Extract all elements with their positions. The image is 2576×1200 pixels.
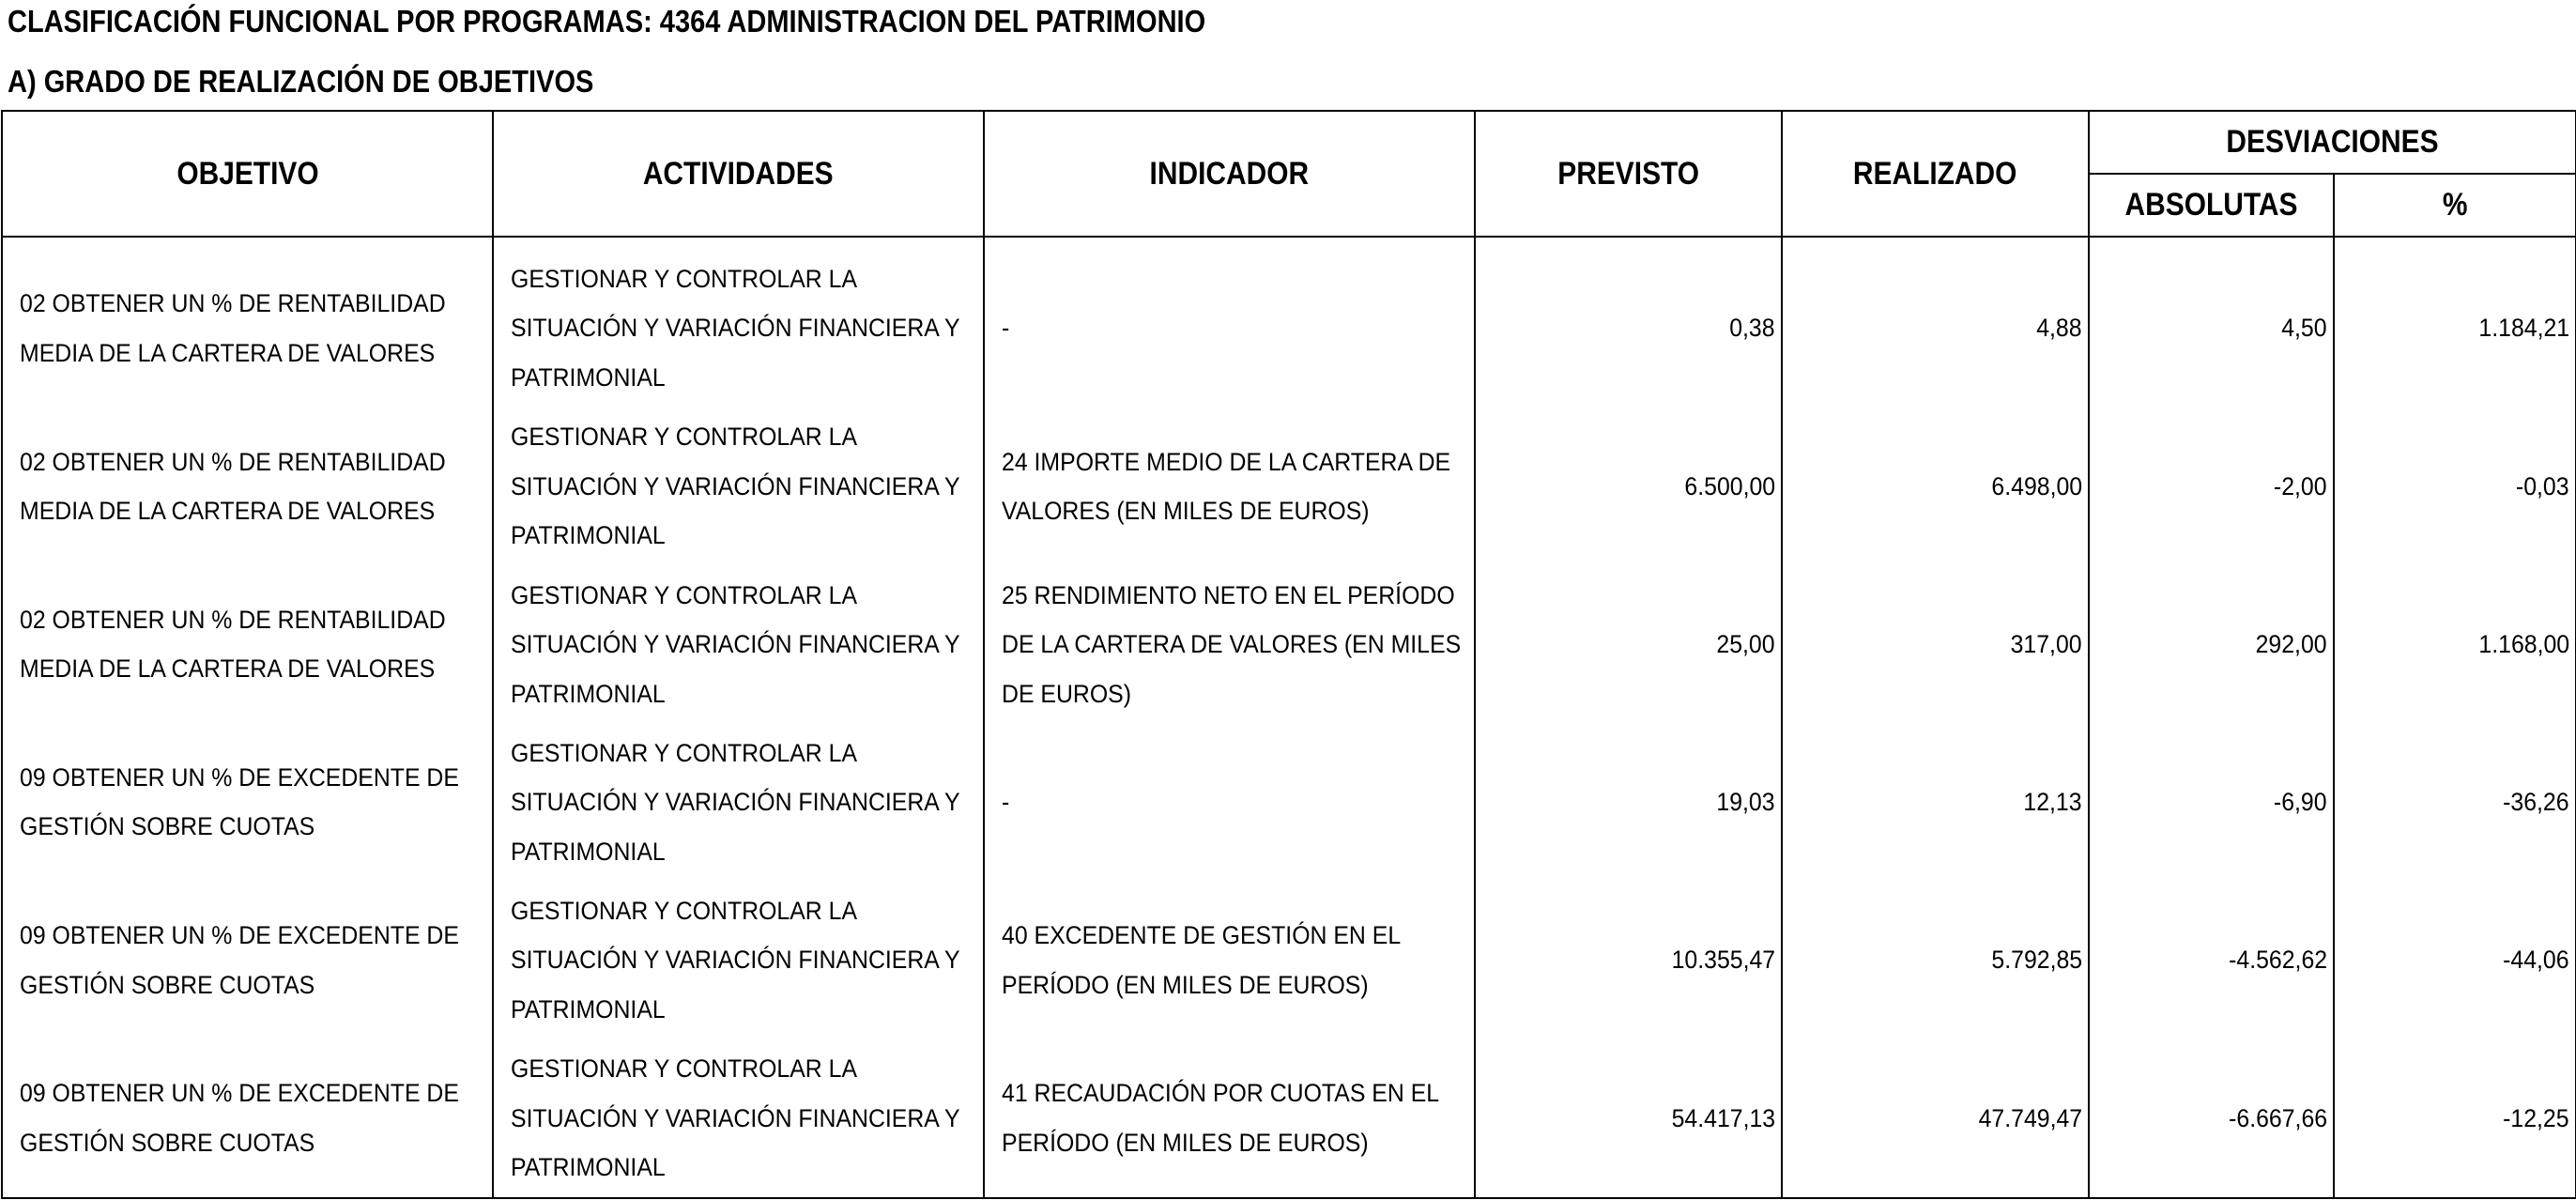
table-row [2,408,2576,565]
header-desviaciones: DESVIACIONES [2089,111,2576,174]
cell-absolutas: -6,90 [2089,723,2334,881]
cell-previsto: 19,03 [1475,723,1782,881]
table-body [2,237,2576,1198]
objectives-table [1,110,2576,1199]
cell-previsto: 0,38 [1475,237,1782,408]
cell-actividades: GESTIONAR Y CONTROLAR LA SITUACIÓN Y VARIACIÓN FINANCIERA Y PATRIMONIAL [493,882,984,1039]
cell-actividades: GESTIONAR Y CONTROLAR LA SITUACIÓN Y VARIACIÓN FINANCIERA Y PATRIMONIAL [493,565,984,723]
table-row [2,882,2576,1039]
cell-indicador: - [984,723,1475,881]
cell-previsto: 25,00 [1475,565,1782,723]
cell-indicador: 40 EXCEDENTE DE GESTIÓN EN EL PERÍODO (EN MILES DE EUROS) [984,882,1475,1039]
header-actividades: ACTIVIDADES [493,111,984,237]
cell-actividades: GESTIONAR Y CONTROLAR LA SITUACIÓN Y VARIACIÓN FINANCIERA Y PATRIMONIAL [493,1039,984,1198]
cell-objetivo: 02 OBTENER UN % DE RENTABILIDAD MEDIA DE LA CARTERA DE VALORES [2,565,493,723]
cell-porcentaje: -44,06 [2334,882,2576,1039]
cell-objetivo: 02 OBTENER UN % DE RENTABILIDAD MEDIA DE LA CARTERA DE VALORES [2,237,493,408]
cell-realizado: 6.498,00 [1782,408,2089,565]
table-row [2,565,2576,723]
cell-porcentaje: -0,03 [2334,408,2576,565]
cell-previsto: 54.417,13 [1475,1039,1782,1198]
cell-realizado: 12,13 [1782,723,2089,881]
cell-absolutas: -6.667,66 [2089,1039,2334,1198]
cell-realizado: 5.792,85 [1782,882,2089,1039]
cell-objetivo: 09 OBTENER UN % DE EXCEDENTE DE GESTIÓN SOBRE CUOTAS [2,882,493,1039]
cell-porcentaje: 1.184,21 [2334,237,2576,408]
cell-indicador: 25 RENDIMIENTO NETO EN EL PERÍODO DE LA CARTERA DE VALORES (EN MILES DE EUROS) [984,565,1475,723]
cell-actividades: GESTIONAR Y CONTROLAR LA SITUACIÓN Y VARIACIÓN FINANCIERA Y PATRIMONIAL [493,237,984,408]
cell-objetivo: 09 OBTENER UN % DE EXCEDENTE DE GESTIÓN SOBRE CUOTAS [2,723,493,881]
cell-actividades: GESTIONAR Y CONTROLAR LA SITUACIÓN Y VARIACIÓN FINANCIERA Y PATRIMONIAL [493,408,984,565]
cell-porcentaje: -12,25 [2334,1039,2576,1198]
cell-objetivo: 02 OBTENER UN % DE RENTABILIDAD MEDIA DE LA CARTERA DE VALORES [2,408,493,565]
table-header [2,111,2576,237]
cell-previsto: 10.355,47 [1475,882,1782,1039]
header-objetivo: OBJETIVO [2,111,493,237]
cell-indicador: - [984,237,1475,408]
cell-absolutas: 4,50 [2089,237,2334,408]
section-title: A) GRADO DE REALIZACIÓN DE OBJETIVOS [8,64,594,99]
header-porcentaje: % [2334,174,2576,237]
cell-indicador: 24 IMPORTE MEDIO DE LA CARTERA DE VALORES (EN MILES DE EUROS) [984,408,1475,565]
cell-indicador: 41 RECAUDACIÓN POR CUOTAS EN EL PERÍODO (EN MILES DE EUROS) [984,1039,1475,1198]
header-realizado: REALIZADO [1782,111,2089,237]
cell-objetivo: 09 OBTENER UN % DE EXCEDENTE DE GESTIÓN SOBRE CUOTAS [2,1039,493,1198]
header-absolutas: ABSOLUTAS [2089,174,2334,237]
cell-porcentaje: -36,26 [2334,723,2576,881]
table-row [2,1039,2576,1198]
cell-realizado: 47.749,47 [1782,1039,2089,1198]
cell-realizado: 4,88 [1782,237,2089,408]
table-row [2,723,2576,881]
cell-absolutas: 292,00 [2089,565,2334,723]
cell-realizado: 317,00 [1782,565,2089,723]
cell-absolutas: -4.562,62 [2089,882,2334,1039]
header-previsto: PREVISTO [1475,111,1782,237]
cell-absolutas: -2,00 [2089,408,2334,565]
table-row [2,237,2576,408]
cell-porcentaje: 1.168,00 [2334,565,2576,723]
cell-previsto: 6.500,00 [1475,408,1782,565]
cell-actividades: GESTIONAR Y CONTROLAR LA SITUACIÓN Y VARIACIÓN FINANCIERA Y PATRIMONIAL [493,723,984,881]
header-indicador: INDICADOR [984,111,1475,237]
page-title: CLASIFICACIÓN FUNCIONAL POR PROGRAMAS: 4364 ADMINISTRACION DEL PATRIMONIO [8,4,1206,38]
